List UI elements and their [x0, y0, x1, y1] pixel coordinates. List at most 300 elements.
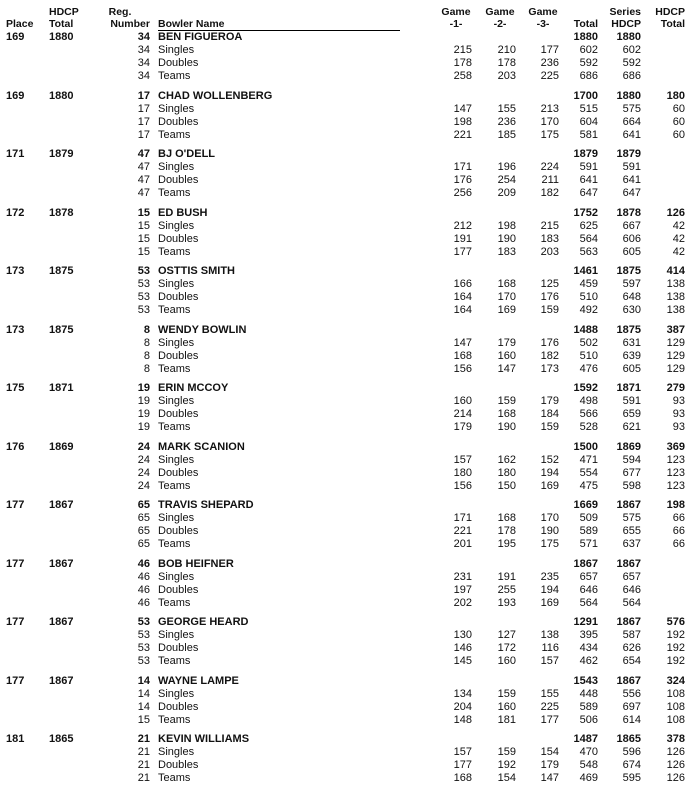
event-game1: 166 — [453, 278, 472, 291]
series-hdcp-cell: 1880 — [616, 31, 641, 43]
event-hdcp: 108 — [666, 700, 685, 713]
hdcp-total-cell: 1878 — [49, 206, 74, 219]
event-game2: 203 — [497, 70, 516, 83]
place-cell: 177 — [6, 616, 25, 628]
event-series-hdcp: 564 — [622, 596, 641, 609]
hdcp-total-cell: 1867 — [49, 616, 74, 628]
event-game2: 170 — [497, 291, 516, 304]
event-name: Singles — [158, 687, 195, 700]
event-game3: 175 — [540, 538, 559, 551]
event-game1: 130 — [453, 629, 472, 642]
event-name: Teams — [158, 479, 191, 492]
event-game1: 146 — [453, 642, 472, 655]
event-name: Singles — [158, 512, 195, 525]
header-place: Place — [6, 18, 34, 30]
event-hdcp: 192 — [666, 655, 685, 668]
event-name: Teams — [158, 655, 191, 668]
event-series-hdcp: 591 — [622, 161, 641, 174]
event-game1: 171 — [453, 512, 472, 525]
event-hdcp: 42 — [672, 232, 685, 245]
total-cell: 1488 — [573, 323, 598, 336]
event-total: 563 — [579, 245, 598, 258]
event-game3: 170 — [540, 115, 559, 128]
event-reg-number: 19 — [137, 408, 150, 421]
bowler-name: WAYNE LAMPE — [158, 674, 239, 687]
event-name: Teams — [158, 128, 191, 141]
event-game1: 156 — [453, 479, 472, 492]
event-game1: 164 — [453, 291, 472, 304]
event-game2: 162 — [497, 453, 516, 466]
event-game2: 168 — [497, 512, 516, 525]
event-reg-number: 15 — [137, 245, 150, 258]
event-hdcp: 60 — [672, 128, 685, 141]
event-game3: 190 — [540, 525, 559, 538]
event-game2: 192 — [497, 759, 516, 772]
event-name: Doubles — [158, 57, 199, 70]
event-game1: 214 — [453, 408, 472, 421]
event-game2: 190 — [497, 421, 516, 434]
event-reg-number: 21 — [137, 746, 150, 759]
event-game3: 159 — [540, 304, 559, 317]
place-cell: 171 — [6, 148, 25, 160]
event-game1: 212 — [453, 219, 472, 232]
event-game1: 198 — [453, 115, 472, 128]
event-game1: 177 — [453, 245, 472, 258]
event-reg-number: 65 — [137, 538, 150, 551]
event-game3: 235 — [540, 570, 559, 583]
event-name: Teams — [158, 596, 191, 609]
event-game3: 170 — [540, 512, 559, 525]
event-total: 448 — [579, 687, 598, 700]
event-hdcp: 129 — [666, 362, 685, 375]
event-reg-number: 14 — [137, 700, 150, 713]
event-name: Doubles — [158, 174, 199, 187]
event-series-hdcp: 637 — [622, 538, 641, 551]
event-total: 591 — [579, 161, 598, 174]
event-game2: 159 — [497, 395, 516, 408]
event-series-hdcp: 647 — [622, 187, 641, 200]
event-reg-number: 15 — [137, 713, 150, 726]
event-reg-number: 8 — [143, 349, 150, 362]
event-reg-number: 46 — [137, 570, 150, 583]
event-total: 589 — [579, 700, 598, 713]
event-game1: 164 — [453, 304, 472, 317]
place-cell: 173 — [6, 265, 25, 277]
event-series-hdcp: 659 — [622, 408, 641, 421]
event-game3: 183 — [540, 232, 559, 245]
event-series-hdcp: 595 — [622, 772, 641, 785]
total-cell: 1291 — [573, 616, 598, 628]
event-total: 510 — [579, 349, 598, 362]
event-name: Doubles — [158, 759, 199, 772]
event-series-hdcp: 594 — [622, 453, 641, 466]
event-total: 469 — [579, 772, 598, 785]
event-name: Doubles — [158, 115, 199, 128]
series-hdcp-cell: 1867 — [616, 616, 641, 628]
header-game1-line1: Game — [441, 6, 471, 18]
event-game2: 169 — [497, 304, 516, 317]
event-hdcp: 93 — [672, 395, 685, 408]
series-hdcp-cell: 1875 — [616, 323, 641, 336]
place-cell: 169 — [6, 89, 25, 102]
event-game2: 180 — [497, 466, 516, 479]
event-series-hdcp: 556 — [622, 687, 641, 700]
event-total: 459 — [579, 278, 598, 291]
event-game2: 181 — [497, 713, 516, 726]
event-game1: 178 — [453, 57, 472, 70]
event-hdcp: 123 — [666, 479, 685, 492]
event-total: 554 — [579, 466, 598, 479]
event-hdcp: 93 — [672, 421, 685, 434]
event-name: Doubles — [158, 408, 199, 421]
event-game1: 134 — [453, 687, 472, 700]
series-hdcp-cell: 1880 — [616, 89, 641, 102]
event-game2: 179 — [497, 336, 516, 349]
event-total: 471 — [579, 453, 598, 466]
event-hdcp: 123 — [666, 453, 685, 466]
bowler-name: MARK SCANION — [158, 440, 245, 453]
total-cell: 1487 — [573, 733, 598, 745]
event-total: 686 — [579, 70, 598, 83]
event-game3: 125 — [540, 278, 559, 291]
event-name: Singles — [158, 278, 195, 291]
event-series-hdcp: 605 — [622, 245, 641, 258]
event-game2: 209 — [497, 187, 516, 200]
event-game3: 154 — [540, 746, 559, 759]
event-game1: 231 — [453, 570, 472, 583]
event-total: 566 — [579, 408, 598, 421]
event-game3: 169 — [540, 596, 559, 609]
event-game3: 177 — [540, 713, 559, 726]
event-name: Teams — [158, 772, 191, 785]
event-series-hdcp: 646 — [622, 583, 641, 596]
event-name: Teams — [158, 70, 191, 83]
bowler-name: BEN FIGUEROA — [158, 31, 243, 43]
event-series-hdcp: 596 — [622, 746, 641, 759]
event-reg-number: 47 — [137, 174, 150, 187]
event-game2: 178 — [497, 525, 516, 538]
event-series-hdcp: 674 — [622, 759, 641, 772]
header-reg-line1: Reg. — [108, 6, 132, 18]
event-name: Singles — [158, 395, 195, 408]
event-reg-number: 17 — [137, 102, 150, 115]
event-game2: 254 — [497, 174, 516, 187]
event-series-hdcp: 575 — [622, 102, 641, 115]
event-reg-number: 8 — [143, 362, 150, 375]
event-name: Teams — [158, 245, 191, 258]
event-game2: 210 — [497, 44, 516, 57]
event-game1: 157 — [453, 453, 472, 466]
reg-number-cell: 15 — [137, 206, 150, 219]
event-game1: 256 — [453, 187, 472, 200]
event-total: 506 — [579, 713, 598, 726]
event-game1: 177 — [453, 759, 472, 772]
reg-number-cell: 47 — [137, 148, 150, 160]
event-series-hdcp: 631 — [622, 336, 641, 349]
event-reg-number: 24 — [137, 453, 150, 466]
event-game2: 168 — [497, 408, 516, 421]
event-game3: 179 — [540, 759, 559, 772]
event-reg-number: 24 — [137, 479, 150, 492]
event-total: 657 — [579, 570, 598, 583]
bowler-name: ED BUSH — [158, 206, 208, 219]
event-reg-number: 53 — [137, 291, 150, 304]
event-reg-number: 65 — [137, 512, 150, 525]
hdcp-total-cell: 1869 — [49, 440, 74, 453]
event-reg-number: 53 — [137, 629, 150, 642]
event-game2: 183 — [497, 245, 516, 258]
event-game2: 255 — [497, 583, 516, 596]
event-hdcp: 129 — [666, 349, 685, 362]
event-reg-number: 15 — [137, 219, 150, 232]
reg-number-cell: 53 — [137, 265, 150, 277]
event-game3: 116 — [541, 642, 559, 655]
event-hdcp: 66 — [672, 538, 685, 551]
event-game2: 160 — [497, 349, 516, 362]
total-cell: 1543 — [573, 674, 598, 687]
event-name: Singles — [158, 336, 195, 349]
event-game1: 148 — [453, 713, 472, 726]
event-game1: 160 — [453, 395, 472, 408]
bowler-name: TRAVIS SHEPARD — [158, 499, 254, 511]
event-game1: 191 — [453, 232, 472, 245]
event-name: Doubles — [158, 525, 199, 538]
event-game3: 182 — [540, 187, 559, 200]
event-reg-number: 34 — [137, 44, 150, 57]
event-game1: 180 — [453, 466, 472, 479]
event-series-hdcp: 630 — [622, 304, 641, 317]
event-total: 476 — [579, 362, 598, 375]
series-hdcp-cell: 1871 — [616, 382, 641, 394]
series-hdcp-cell: 1879 — [616, 148, 641, 160]
event-game3: 184 — [540, 408, 559, 421]
reg-number-cell: 24 — [137, 440, 150, 453]
event-game1: 168 — [453, 772, 472, 785]
event-game2: 236 — [497, 115, 516, 128]
hdcp-cell: 324 — [666, 674, 685, 687]
place-cell: 177 — [6, 674, 25, 687]
event-total: 592 — [579, 57, 598, 70]
reg-number-cell: 46 — [137, 557, 150, 570]
event-total: 646 — [579, 583, 598, 596]
event-series-hdcp: 597 — [622, 278, 641, 291]
place-cell: 177 — [6, 499, 25, 511]
event-series-hdcp: 655 — [622, 525, 641, 538]
place-cell: 173 — [6, 323, 25, 336]
event-game2: 190 — [497, 232, 516, 245]
reg-number-cell: 34 — [137, 31, 150, 43]
event-reg-number: 21 — [137, 759, 150, 772]
event-game3: 159 — [540, 421, 559, 434]
total-cell: 1880 — [573, 31, 598, 43]
place-cell: 169 — [6, 31, 25, 43]
series-hdcp-cell: 1867 — [616, 557, 641, 570]
event-series-hdcp: 677 — [622, 466, 641, 479]
event-name: Teams — [158, 304, 191, 317]
event-reg-number: 19 — [137, 395, 150, 408]
hdcp-total-cell: 1867 — [49, 499, 74, 511]
event-total: 528 — [579, 421, 598, 434]
event-hdcp: 138 — [666, 278, 685, 291]
event-game1: 179 — [453, 421, 472, 434]
event-game3: 176 — [540, 291, 559, 304]
hdcp-cell: 387 — [666, 323, 685, 336]
event-game3: 213 — [540, 102, 559, 115]
event-total: 581 — [579, 128, 598, 141]
bowler-name: OSTTIS SMITH — [158, 265, 235, 277]
event-hdcp: 108 — [666, 713, 685, 726]
event-series-hdcp: 614 — [622, 713, 641, 726]
event-game2: 196 — [497, 161, 516, 174]
event-name: Doubles — [158, 349, 199, 362]
event-series-hdcp: 686 — [622, 70, 641, 83]
event-game1: 202 — [453, 596, 472, 609]
event-game3: 176 — [540, 336, 559, 349]
reg-number-cell: 65 — [137, 499, 150, 511]
event-reg-number: 46 — [137, 596, 150, 609]
event-game2: 150 — [497, 479, 516, 492]
hdcp-total-cell: 1875 — [49, 265, 74, 277]
event-game2: 178 — [497, 57, 516, 70]
header-hdcp-total-line1: HDCP — [49, 6, 79, 18]
series-hdcp-cell: 1865 — [616, 733, 641, 745]
total-cell: 1752 — [573, 206, 598, 219]
event-total: 647 — [579, 187, 598, 200]
event-game3: 194 — [540, 583, 559, 596]
bowler-name: BJ O'DELL — [158, 148, 216, 160]
event-series-hdcp: 606 — [622, 232, 641, 245]
bowler-name: CHAD WOLLENBERG — [158, 89, 273, 102]
event-game1: 145 — [453, 655, 472, 668]
event-reg-number: 34 — [137, 70, 150, 83]
hdcp-total-cell: 1867 — [49, 557, 74, 570]
event-game3: 194 — [540, 466, 559, 479]
hdcp-cell: 126 — [666, 206, 685, 219]
total-cell: 1867 — [573, 557, 598, 570]
event-total: 602 — [579, 44, 598, 57]
event-game1: 156 — [453, 362, 472, 375]
event-game3: 224 — [540, 161, 559, 174]
event-hdcp: 60 — [672, 115, 685, 128]
event-reg-number: 8 — [143, 336, 150, 349]
event-series-hdcp: 667 — [622, 219, 641, 232]
event-game3: 177 — [540, 44, 559, 57]
event-total: 395 — [579, 629, 598, 642]
event-game2: 191 — [497, 570, 516, 583]
event-name: Singles — [158, 453, 195, 466]
event-total: 625 — [579, 219, 598, 232]
event-series-hdcp: 621 — [622, 421, 641, 434]
event-game3: 211 — [541, 174, 559, 187]
event-name: Singles — [158, 746, 195, 759]
event-reg-number: 15 — [137, 232, 150, 245]
event-reg-number: 19 — [137, 421, 150, 434]
event-name: Doubles — [158, 232, 199, 245]
event-hdcp: 138 — [666, 304, 685, 317]
event-game2: 127 — [497, 629, 516, 642]
event-game2: 159 — [497, 687, 516, 700]
hdcp-cell: 279 — [666, 382, 685, 394]
event-game1: 197 — [453, 583, 472, 596]
event-game3: 152 — [540, 453, 559, 466]
place-cell: 172 — [6, 206, 25, 219]
event-game3: 179 — [540, 395, 559, 408]
event-total: 470 — [579, 746, 598, 759]
series-hdcp-cell: 1875 — [616, 265, 641, 277]
event-hdcp: 192 — [666, 629, 685, 642]
event-total: 589 — [579, 525, 598, 538]
event-hdcp: 126 — [666, 772, 685, 785]
event-game3: 225 — [540, 70, 559, 83]
hdcp-total-cell: 1867 — [49, 674, 74, 687]
bowler-name: BOB HEIFNER — [158, 557, 234, 570]
event-hdcp: 66 — [672, 512, 685, 525]
event-reg-number: 53 — [137, 642, 150, 655]
event-game1: 221 — [453, 128, 472, 141]
event-game2: 172 — [497, 642, 516, 655]
hdcp-total-cell: 1880 — [49, 89, 74, 102]
hdcp-total-cell: 1875 — [49, 323, 74, 336]
event-game1: 157 — [453, 746, 472, 759]
event-game1: 147 — [453, 336, 472, 349]
event-game3: 138 — [540, 629, 559, 642]
event-reg-number: 24 — [137, 466, 150, 479]
event-game3: 155 — [540, 687, 559, 700]
event-game3: 236 — [540, 57, 559, 70]
event-hdcp: 60 — [672, 102, 685, 115]
event-series-hdcp: 605 — [622, 362, 641, 375]
event-hdcp: 129 — [666, 336, 685, 349]
event-series-hdcp: 587 — [622, 629, 641, 642]
event-series-hdcp: 641 — [622, 128, 641, 141]
event-total: 515 — [579, 102, 598, 115]
header-series-line2: HDCP — [611, 18, 641, 30]
header-game3-line1: Game — [528, 6, 558, 18]
event-name: Teams — [158, 421, 191, 434]
bowler-name: KEVIN WILLIAMS — [158, 733, 250, 745]
event-name: Doubles — [158, 700, 199, 713]
event-game2: 198 — [497, 219, 516, 232]
event-game1: 176 — [453, 174, 472, 187]
event-series-hdcp: 598 — [622, 479, 641, 492]
event-reg-number: 47 — [137, 161, 150, 174]
hdcp-cell: 414 — [666, 265, 685, 277]
event-game1: 201 — [453, 538, 472, 551]
bowler-name: WENDY BOWLIN — [158, 323, 247, 336]
event-hdcp: 192 — [666, 642, 685, 655]
header-hdcp-line1: HDCP — [655, 6, 685, 18]
event-reg-number: 14 — [137, 687, 150, 700]
event-reg-number: 47 — [137, 187, 150, 200]
event-total: 641 — [579, 174, 598, 187]
event-game3: 203 — [540, 245, 559, 258]
event-game1: 171 — [453, 161, 472, 174]
event-series-hdcp: 697 — [622, 700, 641, 713]
event-total: 564 — [579, 232, 598, 245]
header-total: Total — [573, 18, 598, 30]
header-game3-line2: -3- — [536, 18, 550, 30]
event-total: 604 — [579, 115, 598, 128]
total-cell: 1669 — [573, 499, 598, 511]
event-game2: 159 — [497, 746, 516, 759]
header-game1-line2: -1- — [449, 18, 463, 30]
event-game1: 258 — [453, 70, 472, 83]
reg-number-cell: 53 — [137, 616, 150, 628]
header-series-line1: Series — [609, 6, 641, 18]
hdcp-cell: 576 — [666, 616, 685, 628]
event-name: Doubles — [158, 291, 199, 304]
event-series-hdcp: 641 — [622, 174, 641, 187]
